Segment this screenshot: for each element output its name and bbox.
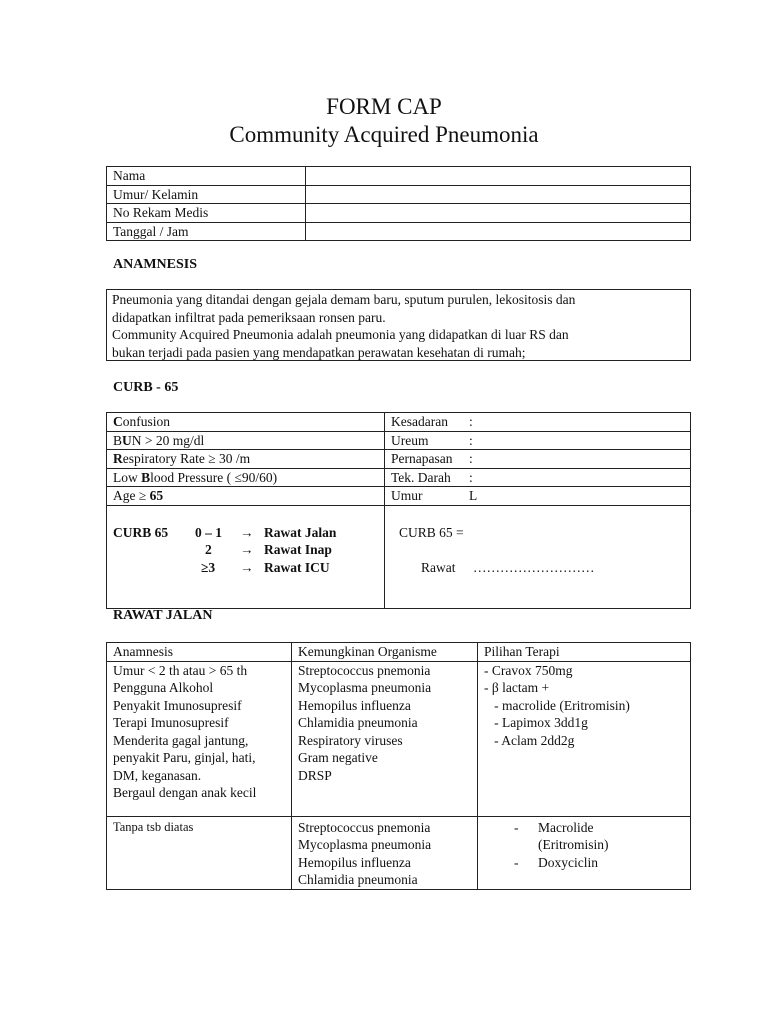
table-header-row — [107, 643, 691, 662]
list-item: Umur < 2 th atau > 65 th — [113, 662, 248, 678]
list-item — [484, 819, 684, 854]
list-item — [484, 854, 684, 872]
curb-rawat-label: Rawat — [421, 559, 456, 575]
curb-result-label: CURB 65 = — [399, 524, 464, 540]
curb-score: 2 — [205, 542, 212, 557]
anamnesis-line: Community Acquired Pneumonia adalah pneumonia yang didapatkan di luar RS dan — [112, 327, 569, 342]
curb-field-label: Ureum — [391, 432, 429, 448]
list-item: DRSP — [298, 767, 332, 783]
curb-score-line — [113, 524, 378, 542]
criterion-letter: U — [122, 432, 132, 448]
curb-score: ≥3 — [201, 559, 216, 575]
curb-rawat-line — [391, 559, 684, 577]
list-item: Menderita gagal jantung, — [113, 732, 249, 748]
anamnesis-line: bukan terjadi pada pasien yang mendapatkan perawatan kesehatan di rumah; — [112, 344, 526, 360]
arrow-right-icon: → — [240, 559, 254, 575]
column-header: Pilihan Terapi — [478, 643, 691, 662]
therapy-line: Doxyciclin — [538, 854, 598, 870]
therapy-cell — [478, 816, 691, 889]
criterion-letter: 65 — [149, 488, 164, 503]
identity-value[interactable] — [306, 185, 691, 204]
organism-cell — [292, 816, 478, 889]
curb-field-label: Kesadaran — [391, 414, 448, 429]
anamnesis-box — [106, 289, 691, 361]
list-item: - macrolide (Eritromisin) — [484, 697, 630, 713]
list-item: - β lactam + — [484, 680, 550, 695]
list-item: Streptococcus pnemonia — [298, 662, 431, 678]
identity-label: Umur/ Kelamin — [107, 185, 306, 204]
anamnesis-cell — [107, 661, 292, 816]
curb-field — [385, 487, 691, 506]
curb-score: 0 – 1 — [195, 524, 222, 540]
identity-label: No Rekam Medis — [107, 204, 306, 223]
anamnesis-heading: ANAMNESIS — [113, 257, 198, 272]
identity-value[interactable] — [306, 222, 691, 241]
criterion-letter: B — [141, 469, 151, 485]
curb-criterion-row — [107, 468, 691, 487]
curb-criterion — [107, 487, 385, 506]
curb-score-line — [113, 559, 378, 577]
anamnesis-line: Pneumonia yang ditandai dengan gejala demam baru, sputum purulen, lekositosis dan — [112, 292, 576, 307]
therapy-line: (Eritromisin) — [538, 837, 609, 852]
curb-field — [385, 413, 691, 432]
identity-row — [107, 185, 691, 204]
curb-criterion — [107, 468, 385, 487]
form-subtitle: Community Acquired Pneumonia — [229, 122, 539, 147]
curb-care: Rawat ICU — [264, 559, 330, 575]
curb-field-label: Tek. Darah — [391, 469, 451, 485]
curb-field — [385, 450, 691, 469]
curb-criterion-row — [107, 431, 691, 450]
criterion-text: lood Pressure ( ≤90/60) — [150, 469, 278, 485]
list-item: - Cravox 750mg — [484, 662, 573, 678]
curb-criterion-row — [107, 487, 691, 506]
curb-field — [385, 468, 691, 487]
curb-field-label: Pernapasan — [391, 451, 453, 466]
curb-care: Rawat Jalan — [264, 524, 337, 540]
identity-value[interactable] — [306, 167, 691, 186]
list-item: Chlamidia pneumonia — [298, 872, 418, 887]
list-item: - Aclam 2dd2g — [484, 732, 575, 748]
curb-summary-label: CURB 65 — [113, 524, 169, 540]
curb-result — [385, 505, 691, 608]
list-item: Pengguna Alkohol — [113, 680, 214, 695]
curb-score-guide — [107, 505, 385, 608]
list-item: penyakit Paru, ginjal, hati, — [113, 750, 256, 765]
anamnesis-cell — [107, 816, 292, 889]
list-item: DM, keganasan. — [113, 767, 202, 783]
curb-table — [106, 412, 691, 609]
curb-field-sep: : — [469, 469, 473, 485]
list-item: Streptococcus pnemonia — [298, 819, 431, 835]
curb-score-line — [113, 541, 378, 559]
curb-field-sep: : — [469, 414, 473, 429]
curb-criterion — [107, 450, 385, 469]
criterion-letter: C — [113, 414, 123, 429]
criterion-text: N > 20 mg/dl — [131, 432, 205, 448]
table-row — [107, 661, 691, 816]
organism-cell — [292, 661, 478, 816]
list-item: Hemopilus influenza — [298, 697, 411, 713]
curb-rawat-blank[interactable]: ……………………… — [473, 559, 595, 575]
curb-criterion-row — [107, 450, 691, 469]
criterion-letter: R — [113, 451, 123, 466]
therapy-text — [538, 819, 609, 854]
curb-field-sep: : — [469, 432, 473, 448]
identity-row — [107, 204, 691, 223]
curb-field-label: Umur — [391, 488, 423, 503]
identity-row — [107, 167, 691, 186]
criterion-text: Age ≥ — [113, 488, 150, 503]
curb-heading: CURB - 65 — [113, 380, 179, 395]
list-item: Tanpa tsb diatas — [113, 819, 194, 834]
identity-table — [106, 166, 691, 241]
curb-criterion — [107, 413, 385, 432]
dash-bullet: - — [514, 854, 519, 870]
anamnesis-line: didapatkan infiltrat pada pemeriksaan ronsen paru. — [112, 309, 386, 325]
curb-criterion — [107, 431, 385, 450]
list-item: Terapi Imunosupresif — [113, 715, 229, 730]
form-title: FORM CAP — [326, 94, 442, 119]
criterion-text: Low — [113, 469, 142, 485]
column-header: Anamnesis — [107, 643, 292, 662]
list-item: Penyakit Imunosupresif — [113, 697, 242, 713]
curb-summary-row — [107, 505, 691, 608]
list-item: Mycoplasma pneumonia — [298, 837, 432, 852]
criterion-text: onfusion — [122, 414, 170, 429]
arrow-right-icon: → — [240, 524, 254, 540]
identity-row — [107, 222, 691, 241]
list-item: Respiratory viruses — [298, 732, 403, 748]
list-item: Hemopilus influenza — [298, 854, 411, 870]
rawat-jalan-table — [106, 642, 691, 890]
curb-care: Rawat Inap — [264, 542, 332, 557]
curb-field-sep: L — [469, 488, 478, 503]
list-item: Chlamidia pneumonia — [298, 715, 418, 730]
curb-field-sep: : — [469, 451, 473, 466]
therapy-line: Macrolide — [538, 819, 594, 835]
list-item: Gram negative — [298, 750, 378, 765]
column-header: Kemungkinan Organisme — [292, 643, 478, 662]
therapy-cell — [478, 661, 691, 816]
dash-bullet: - — [514, 819, 519, 835]
arrow-right-icon: → — [240, 542, 254, 557]
list-item: Bergaul dengan anak kecil — [113, 785, 257, 800]
rawat-jalan-heading: RAWAT JALAN — [113, 608, 213, 623]
curb-field — [385, 431, 691, 450]
identity-label: Tanggal / Jam — [107, 222, 306, 241]
list-item: - Lapimox 3dd1g — [484, 715, 588, 730]
identity-label: Nama — [107, 167, 306, 186]
curb-criterion-row — [107, 413, 691, 432]
list-item: Mycoplasma pneumonia — [298, 680, 432, 695]
criterion-text: B — [113, 432, 123, 448]
identity-value[interactable] — [306, 204, 691, 223]
criterion-text: espiratory Rate ≥ 30 /m — [122, 451, 251, 466]
table-row — [107, 816, 691, 889]
